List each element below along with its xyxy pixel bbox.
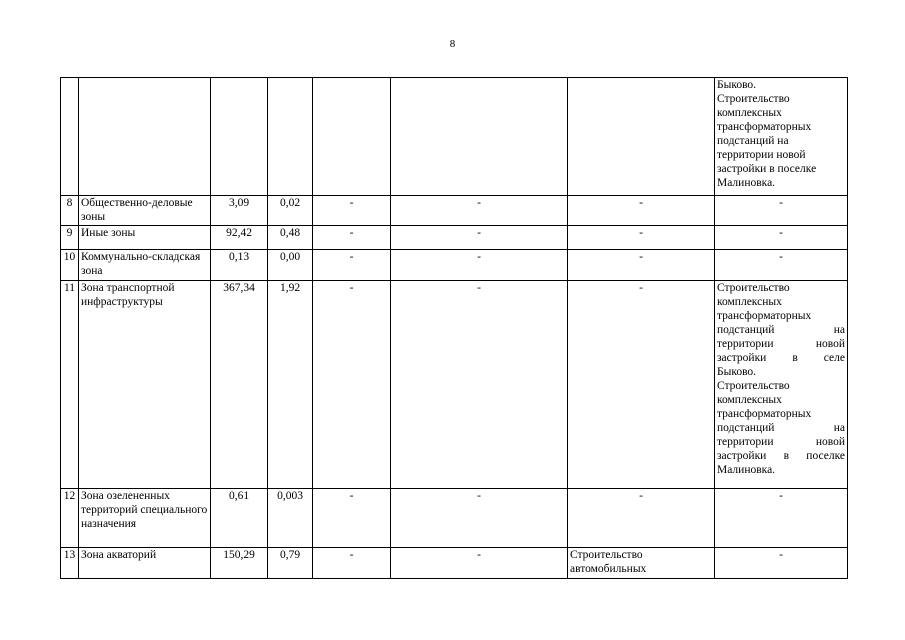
- measures-line: трансформаторных: [717, 408, 812, 420]
- col5-cell: -: [391, 489, 568, 548]
- zone-name: Зона акваторий: [79, 548, 211, 579]
- zone-area: [211, 78, 268, 196]
- col5-cell: -: [391, 548, 568, 579]
- measures-line: Малиновка.: [717, 464, 776, 476]
- col5-cell: -: [391, 196, 568, 226]
- measures-cell: -: [715, 226, 848, 250]
- measures-line: Строительство: [717, 380, 790, 392]
- measures-cell: [715, 281, 848, 489]
- measures-line: Строительство: [717, 282, 790, 294]
- measures-line: подстанций на: [717, 135, 789, 147]
- zone-percent: 0,48: [268, 226, 313, 250]
- col6-cell: -: [568, 489, 715, 548]
- measures-line: Малиновка.: [717, 177, 776, 189]
- col6-cell: -: [568, 281, 715, 489]
- row-number: 8: [61, 196, 79, 226]
- measures-line: территории новой: [717, 149, 806, 161]
- row-number: 13: [61, 548, 79, 579]
- col4-cell: -: [313, 196, 391, 226]
- col5-cell: -: [391, 250, 568, 281]
- measures-line: трансформаторных: [717, 121, 812, 133]
- measures-line: подстанций на: [717, 324, 845, 336]
- zone-name: Коммунально-складская зона: [79, 250, 211, 281]
- measures-line: территории новой: [717, 338, 845, 350]
- zones-table: [60, 77, 848, 579]
- zone-percent: 0,00: [268, 250, 313, 281]
- col4-cell: -: [313, 548, 391, 579]
- measures-line: Быково.: [717, 79, 757, 91]
- row-number: 10: [61, 250, 79, 281]
- measures-line: комплексных: [717, 107, 782, 119]
- measures-cell: -: [715, 489, 848, 548]
- col4-cell: -: [313, 226, 391, 250]
- measures-line: комплексных: [717, 296, 782, 308]
- measures-line: застройки в поселке: [717, 163, 817, 175]
- zone-name: Зона транспортной инфраструктуры: [79, 281, 211, 489]
- measures-cell: -: [715, 196, 848, 226]
- zone-percent: 0,02: [268, 196, 313, 226]
- measures-line: застройки в селе: [717, 352, 845, 364]
- col5-cell: -: [391, 226, 568, 250]
- col4-cell: -: [313, 250, 391, 281]
- page-number: 8: [449, 38, 456, 50]
- zone-percent: 0,003: [268, 489, 313, 548]
- col4-cell: -: [313, 281, 391, 489]
- row-number: 11: [61, 281, 79, 489]
- zone-percent: 0,79: [268, 548, 313, 579]
- table-row: [61, 548, 848, 579]
- zone-name: Общественно-деловые зоны: [79, 196, 211, 226]
- zone-area: 150,29: [211, 548, 268, 579]
- table-row: [61, 250, 848, 281]
- measures-line: трансформаторных: [717, 310, 812, 322]
- col6-cell: [568, 78, 715, 196]
- zone-name: Зона озелененных территорий специального назначения: [79, 489, 211, 548]
- zone-name: [79, 78, 211, 196]
- row-number: [61, 78, 79, 196]
- col5-cell: [391, 78, 568, 196]
- measures-line: комплексных: [717, 394, 782, 406]
- zone-area: 92,42: [211, 226, 268, 250]
- measures-cell: -: [715, 548, 848, 579]
- col4-cell: [313, 78, 391, 196]
- zone-area: 0,61: [211, 489, 268, 548]
- zone-name: Иные зоны: [79, 226, 211, 250]
- zone-area: 3,09: [211, 196, 268, 226]
- table-row: [61, 281, 848, 489]
- col6-cell: -: [568, 196, 715, 226]
- table-row: [61, 489, 848, 548]
- col5-cell: -: [391, 281, 568, 489]
- measures-line: территории новой: [717, 436, 845, 448]
- row-number: 9: [61, 226, 79, 250]
- col4-cell: -: [313, 489, 391, 548]
- zone-percent: [268, 78, 313, 196]
- col6-cell: -: [568, 226, 715, 250]
- table-row: [61, 196, 848, 226]
- measures-cell: -: [715, 250, 848, 281]
- zone-area: 367,34: [211, 281, 268, 489]
- table-row: [61, 226, 848, 250]
- table-row: [61, 78, 848, 196]
- col6-cell: Строительство автомобильных: [568, 548, 715, 579]
- measures-line: Быково.: [717, 366, 757, 378]
- zone-area: 0,13: [211, 250, 268, 281]
- measures-cell: [715, 78, 848, 196]
- measures-line: Строительство: [717, 93, 790, 105]
- col6-cell: -: [568, 250, 715, 281]
- row-number: 12: [61, 489, 79, 548]
- measures-line: подстанций на: [717, 422, 845, 434]
- zone-percent: 1,92: [268, 281, 313, 489]
- measures-line: застройки в поселке: [717, 450, 845, 462]
